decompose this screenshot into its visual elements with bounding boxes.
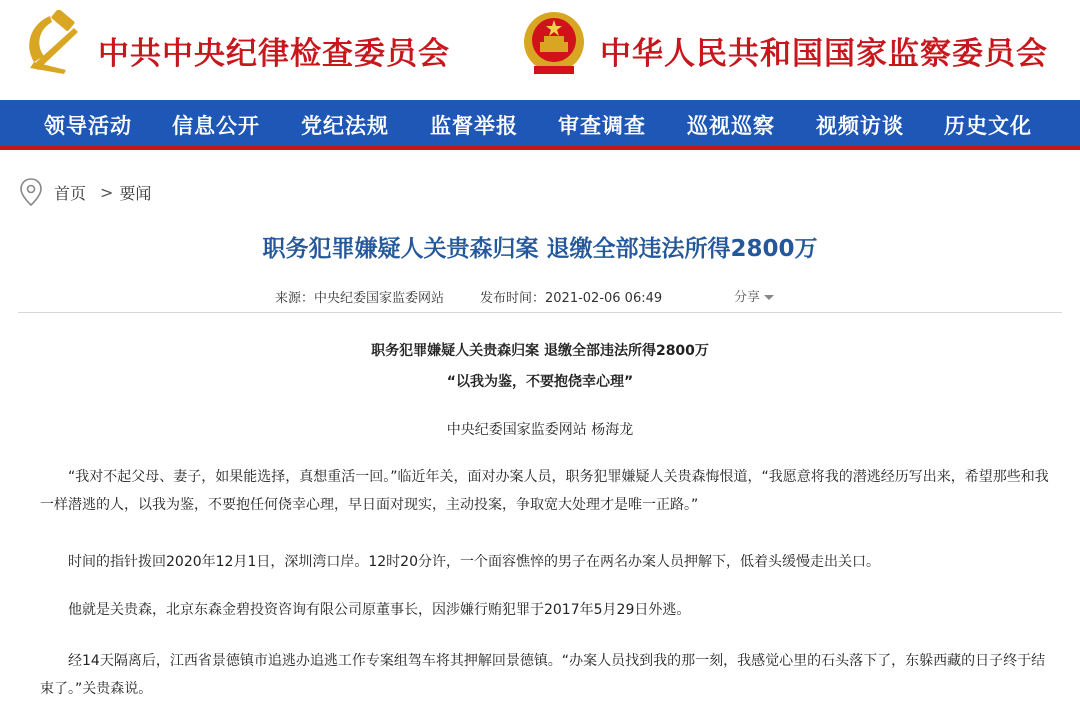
nav-divider (0, 146, 1080, 150)
header-divider (18, 312, 1062, 313)
article-source: 来源：中央纪委国家监委网站 (275, 291, 445, 306)
nav-item-inspection[interactable]: 巡视巡察 (687, 113, 775, 138)
nav-item-leadership[interactable]: 领导活动 (44, 113, 132, 138)
breadcrumb-current[interactable]: 要闻 (119, 183, 152, 203)
main-nav (0, 100, 1080, 146)
nav-item-regulations[interactable]: 党纪法规 (301, 113, 389, 138)
article-time: 发布时间：2021-02-06 06:49 (480, 291, 663, 306)
article-byline: 中央纪委国家监委网站 杨海龙 (446, 422, 634, 438)
article-paragraph: “我对不起父母、妻子，如果能选择，真想重活一回。”临近年关，面对办案人员，职务犯罪嫌疑人关贵森悔恨道，“我愿意将我的潜逃经历写出来，希望那些和我一样潜逃的人，以我为鉴，不要抱任何侥幸心理，早日面对现实，主动投案，争取宽大处理才是唯一正路。” (40, 469, 1049, 513)
article-paragraph: 他就是关贵森，北京东森金碧投资咨询有限公司原董事长，因涉嫌行贿犯罪于2017年5月29日外逃。 (68, 602, 691, 618)
breadcrumb-home[interactable]: 首页 (54, 183, 87, 203)
cpc-commission-title[interactable]: 中共中央纪律检查委员会 (98, 36, 450, 72)
article-subtitle: 职务犯罪嫌疑人关贵森归案 退缴全部违法所得2800万 (371, 343, 709, 359)
breadcrumb-separator: > (100, 182, 114, 202)
nav-item-report[interactable]: 监督举报 (430, 113, 518, 138)
breadcrumb (20, 178, 151, 206)
nav-item-info-disclosure[interactable]: 信息公开 (172, 113, 260, 138)
nav-item-history[interactable]: 历史文化 (944, 113, 1032, 138)
chevron-down-icon (764, 295, 774, 300)
hammer-sickle-icon[interactable] (22, 10, 82, 76)
national-emblem-icon[interactable] (520, 8, 588, 78)
article-paragraph: 经14天隔离后，江西省景德镇市追逃办追逃工作专案组驾车将其押解回景德镇。“办案人员找到我的那一刻，我感觉心里的石头落下了，东躲西藏的日子终于结束了。”关贵森说。 (40, 653, 1046, 697)
article-quote-title: “以我为鉴，不要抱侥幸心理” (446, 374, 634, 390)
share-label: 分享 (734, 290, 761, 305)
share-button[interactable] (734, 286, 774, 305)
article-headline: 职务犯罪嫌疑人关贵森归案 退缴全部违法所得2800万 (262, 236, 818, 262)
location-pin-icon (20, 178, 42, 206)
site-header (0, 0, 1080, 100)
nav-item-investigation[interactable]: 审查调查 (558, 113, 646, 138)
nav-item-video-interview[interactable]: 视频访谈 (816, 113, 904, 138)
article-paragraph: 时间的指针拨回2020年12月1日，深圳湾口岸。12时20分许，一个面容憔悴的男子在两名办案人员押解下，低着头缓慢走出关口。 (68, 554, 880, 570)
supervision-commission-title[interactable]: 中华人民共和国国家监察委员会 (600, 36, 1048, 72)
